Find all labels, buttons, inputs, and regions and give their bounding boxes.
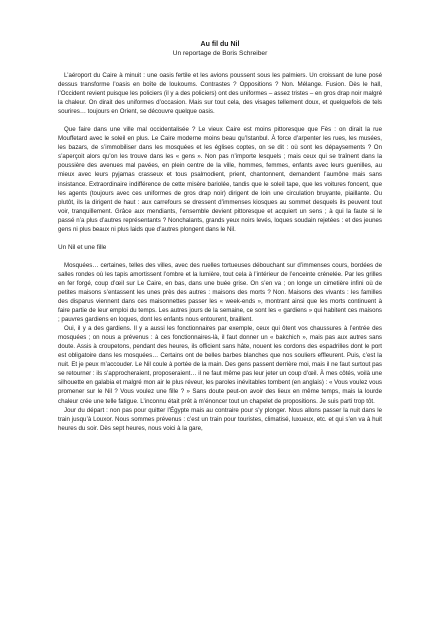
body-paragraph: Oui, il y a des gardiens. Il y a aussi les fonctionnaires par exemple, ceux qui ôtent vos chaussures à l’entrée des mosquées ; on nous a prévenus : à ces fonctionnaires-là, il faut donner un « bakchich », mais pas aux autres sans doute. Assis à croupetons, pendant des heures, ils officient sans hâte, nouent les cordons des espadrilles dont le port est obligatoire dans les mosquées… Certains ont de belles barbes blanches que nos souliers effleurent. Puis, c’est la nuit. Et je peux m’accouder. Le Nil coule à portée de la main. Des gens passent derrière moi, mais il ne faut surtout pas se retourner : ils s’approcheraient, proposeraient… il ne faut même pas leur jeter un coup d’œil. À mes côtés, voilà une silhouette en galabia et malgré mon air le plus réveur, les paroles inévitables tombent (en anglais) : « Vous voulez vous promener sur le Nil ? Vous voulez une fille ? » Sans doute peut-on avoir des lieux en même temps, mais la lourde chaleur crée une telle fatigue. L’inconnu était prêt à m’énoncer tout un chapelet de propositions. Je suis parti trop tôt. — [58, 325, 382, 405]
document-subtitle: Un reportage de Boris Schreiber — [172, 50, 268, 57]
document-title: Au fil du Nil — [200, 41, 240, 48]
body-paragraph: Que faire dans une ville mal occidentalisée ? Le vieux Caire est moins pittoresque que Fès : on dirait la rue Mouffetard avec le soleil en plus. Le Caire moderne moins beau qu’Istanbul. À force d’arpenter les rues, les musées, les bazars, de s’immobiliser dans les mosquées et les églises coptes, on se dit : où sont les dépaysements ? On s’aperçoit alors qu’on les trouve dans les « gens ». Non pas n’importe lesquels ; mais ceux qui se traînent dans la poussière des avenues mal pavées, en plein centre de la ville, hommes, femmes, enfants avec leurs guenilles, au mieux avec leurs pyjamas crasseux et tous psalmodient, prient, chantonnent, demandent l’aumône mais sans insistance. Extraordinaire indifférence de cette misère bariolée, tandis que le soleil tape, que les voitures foncent, que les agents (toujours avec ces uniformes de gros drap noir) dirigent de loin une circulation bruyante, piaillante. Ou plutôt, ils la dirigent de haut : aux carrefours se dressent d’immenses kiosques au sommet desquels ils peuvent tout voir, tranquillement. Grâce aux mendiants, l’ensemble devient pittoresque et acquiert un sens ; à qui la faute si le passé n’a plus d’autres représentants ? Nonchalants, grands yeux noirs levés, loques soudain rejetées : et des jeunes gens ni plus beaux ni plus laids que d’autres plongent dans le Nil. — [58, 126, 382, 233]
section-heading: Un Nil et une fille — [58, 243, 107, 251]
section-gap — [58, 234, 382, 243]
body-paragraph: Mosquées… certaines, telles des villes, avec des ruelles tortueuses débouchant sur d’immenses cours, bordées de salles rondes où les tapis amortissent l’ombre et la lumière, tout cela à l’intérieur de l’enceinte crénelée. Par les grilles en fer forgé, coup d’œil sur Le Caire, en bas, dans une buée grise. On s’en va ; on longe un cimetière infini où de petites maisons s’entassent les unes près des autres : maisons des morts ? Non. Maisons des vivants : les familles des disparus viennent dans ces maisonnettes passer les « week-ends », montrant ainsi que les morts continuent à faire partie de leur emploi du temps. Les autres jours de la semaine, ce sont les « gardiens » qui habitent ces maisons ; pauvres gardiens en loques, dont les enfants nous entourent, braillent. — [58, 261, 382, 324]
body-paragraph: Jour du départ : non pas pour quitter l’Égypte mais au contraire pour s’y plonger. Nous allons passer la nuit dans le train jusqu’à Louxor. Nous sommes prévenus : c’est un train pour touristes, climatisé, luxueux, etc. et qui s’en va à huit heures du soir. Dès sept heures, nous voici à la gare, — [58, 406, 382, 432]
body-paragraph: L’aéroport du Caire à minuit : une oasis fertile et les avions poussent sous les palmiers. Un croissant de lune posé dessus transforme l’oasis en boîte de loukoums. Contrastes ? Oppositions ? Non. Mélange. Fusion. Dès le hall, l’Occident revient puisque les policiers (il y a des policiers) ont des uniformes – assez tristes – en gros drap noir malgré la chaleur. On dirait des uniformes d’occasion. Mais sur tout cela, des visages tellement doux, et quelquefois de tels sourires… toujours en Orient, se découvre quelque oasis. — [58, 72, 382, 116]
